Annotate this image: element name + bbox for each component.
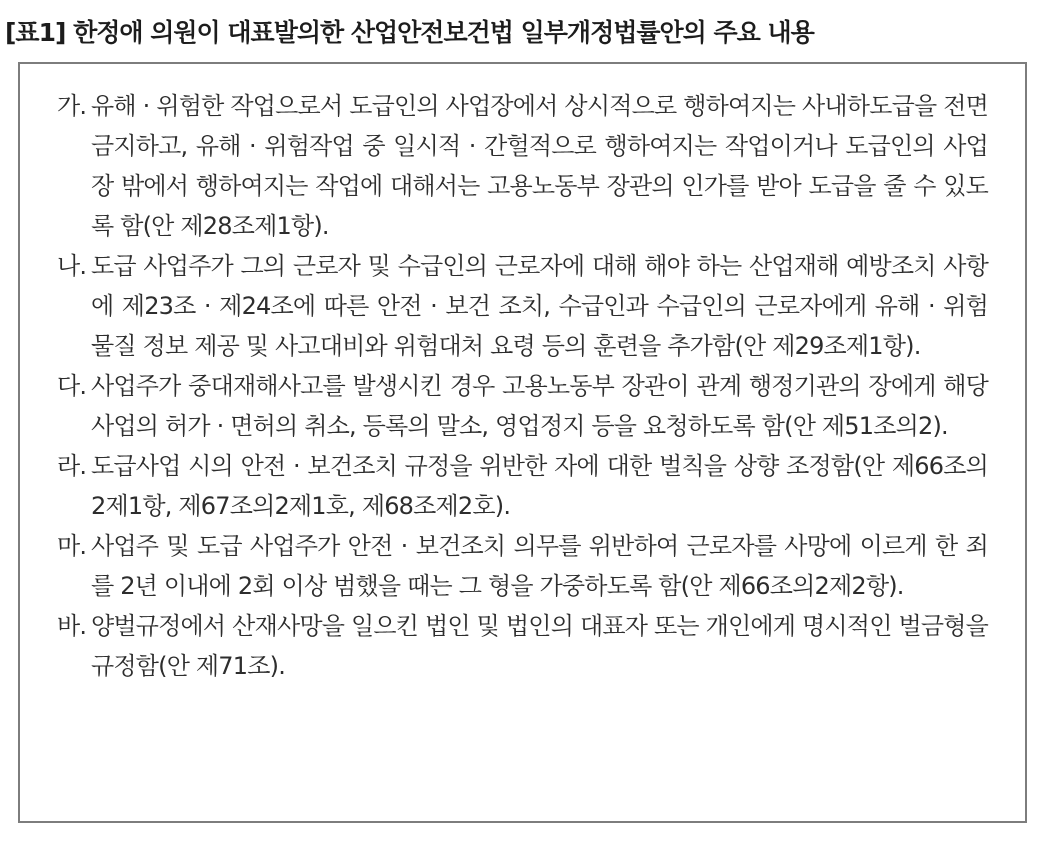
list-item — [57, 446, 988, 526]
list-item-marker: 나. — [57, 252, 87, 280]
list-item — [57, 606, 988, 686]
amendment-item-list — [57, 86, 988, 686]
list-item-text: 사업주 및 도급 사업주가 안전 · 보건조치 의무를 위반하여 근로자를 사망에 이르게 한 죄를 2년 이내에 2회 이상 범했을 때는 그 형을 가중하도록 함(안 제66조의2제2항). — [91, 532, 988, 600]
list-item-marker: 바. — [57, 612, 87, 640]
list-item — [57, 246, 988, 366]
list-item-text: 도급사업 시의 안전 · 보건조치 규정을 위반한 자에 대한 벌칙을 상향 조정함(안 제66조의2제1항, 제67조의2제1호, 제68조제2호). — [91, 452, 988, 520]
table-caption: [표1] 한정애 의원이 대표발의한 산업안전보건법 일부개정법률안의 주요 내용 — [5, 18, 814, 47]
list-item — [57, 86, 988, 246]
table-box — [18, 62, 1027, 823]
list-item-marker: 마. — [57, 532, 87, 560]
list-item — [57, 526, 988, 606]
list-item — [57, 366, 988, 446]
list-item-marker: 라. — [57, 452, 87, 480]
list-item-text: 도급 사업주가 그의 근로자 및 수급인의 근로자에 대해 해야 하는 산업재해 예방조치 사항에 제23조 · 제24조에 따른 안전 · 보건 조치, 수급인과 수급인의 근로자에게 유해 · 위험물질 정보 제공 및 사고대비와 위험대처 요령 등의 훈련을 추가함(안 제29조제1항). — [91, 252, 988, 360]
list-item-text: 사업주가 중대재해사고를 발생시킨 경우 고용노동부 장관이 관계 행정기관의 장에게 해당 사업의 허가 · 면허의 취소, 등록의 말소, 영업정지 등을 요청하도록 함(안 제51조의2). — [91, 372, 988, 440]
list-item-text: 양벌규정에서 산재사망을 일으킨 법인 및 법인의 대표자 또는 개인에게 명시적인 벌금형을 규정함(안 제71조). — [91, 612, 988, 680]
list-item-marker: 다. — [57, 372, 87, 400]
list-item-marker: 가. — [57, 92, 87, 120]
list-item-text: 유해 · 위험한 작업으로서 도급인의 사업장에서 상시적으로 행하여지는 사내하도급을 전면 금지하고, 유해 · 위험작업 중 일시적 · 간헐적으로 행하여지는 작업이거나 도급인의 사업장 밖에서 행하여지는 작업에 대해서는 고용노동부 장관의 인가를 받아 도급을 줄 수 있도록 함(안 제28조제1항). — [91, 92, 988, 240]
